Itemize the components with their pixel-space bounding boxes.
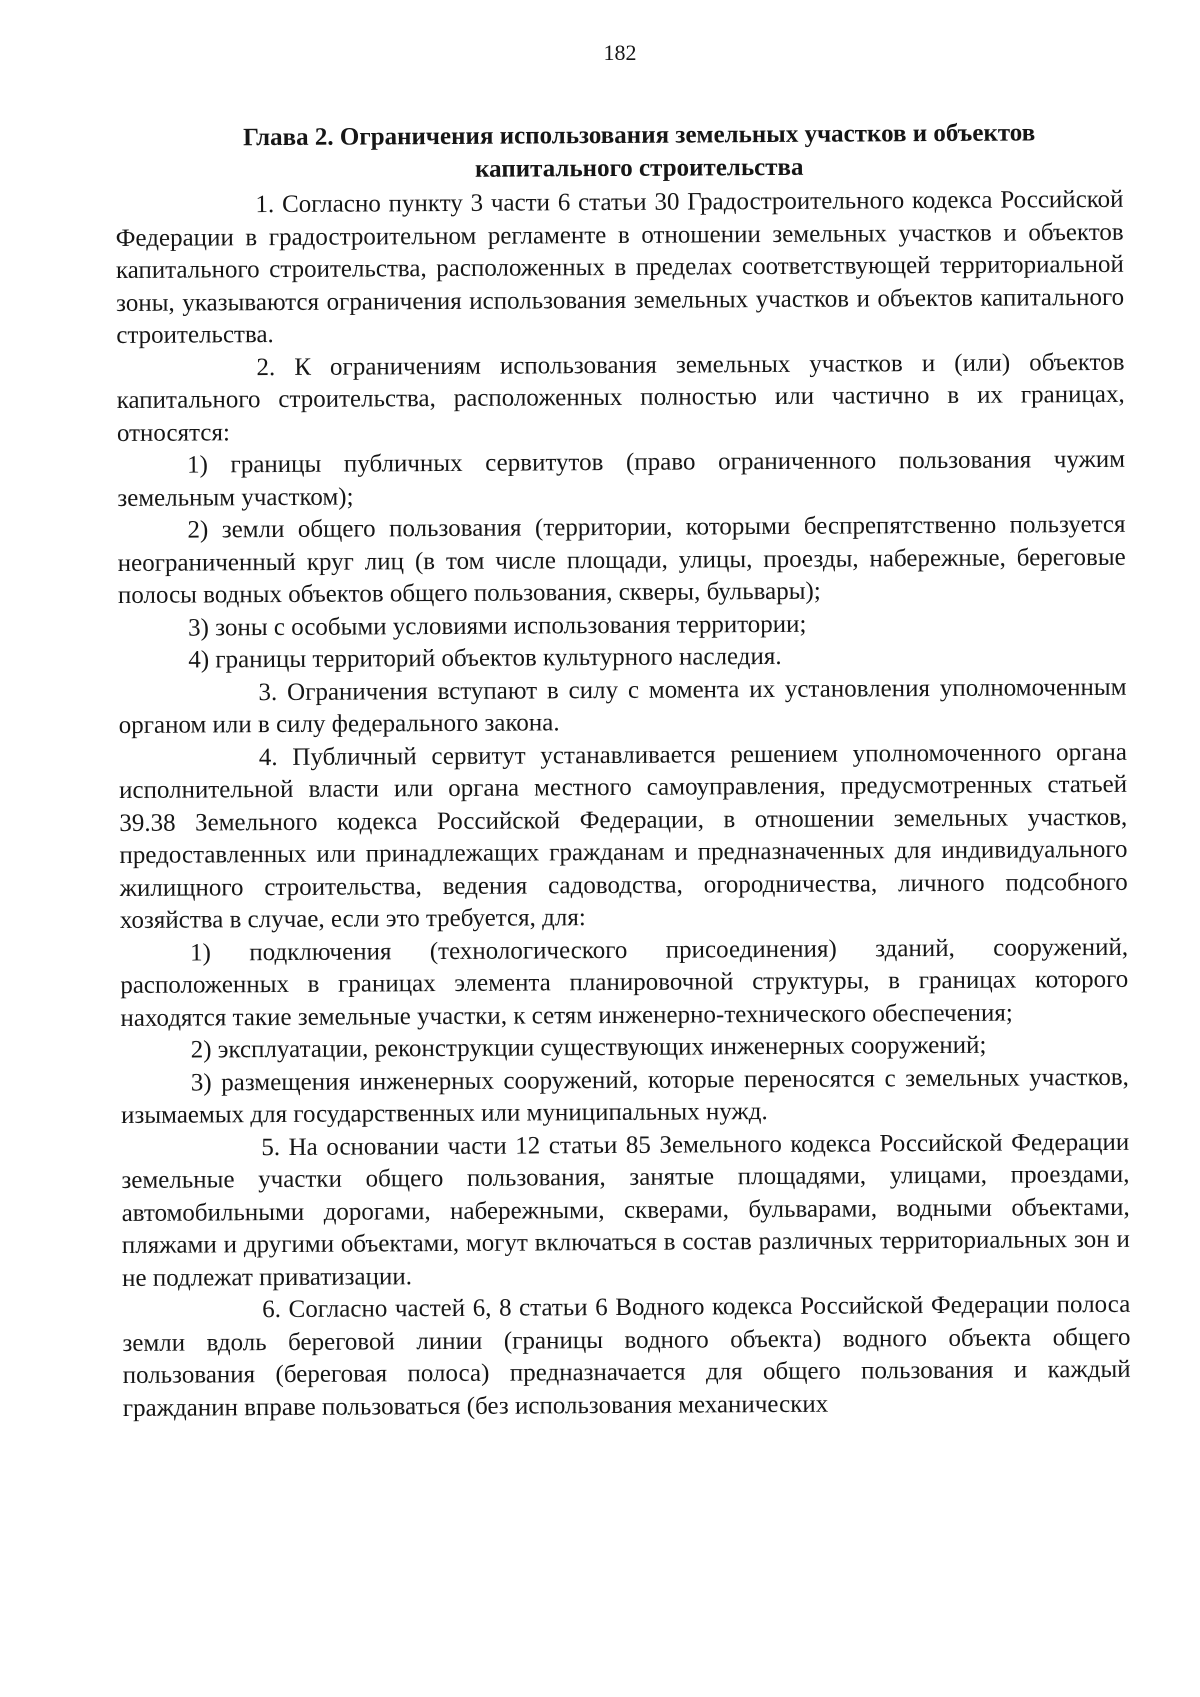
list-item-text: 1) подключения (технологического присоединения) зданий, сооружений, расположенных в границах элемента планировочной структуры, в границах которого находятся такие земельные участки, к сетям инженерно-технического обеспечения; bbox=[120, 933, 1129, 1032]
paragraph-3 bbox=[118, 671, 1126, 742]
paragraph-number: 6. bbox=[262, 1296, 282, 1324]
paragraph-text: На основании части 12 статьи 85 Земельного кодекса Российской Федерации земельные участки общего пользования, занятые площадями, улицами, проездами, автомобильными дорогами, набережными, скверами, бульварами, водными объектами, пляжами и другими объектами, могут включаться в состав различных территориальных зон и не подлежат приватизации. bbox=[121, 1128, 1130, 1292]
paragraph-text: Публичный сервитут устанавливается решением уполномоченного органа исполнительной власти или органа местного самоуправления, предусмотренных статьей 39.38 Земельного кодекса Российской Федерации, в отношении земельных участков, предоставленных или принадлежащих гражданам и предназначенных для индивидуального жилищного строительства, ведения садоводства, огородничества, личного подсобного хозяйства в случае, если это требуется, для: bbox=[119, 738, 1128, 934]
paragraph-6 bbox=[122, 1289, 1131, 1425]
chapter-heading-line-2: капитального строительства bbox=[474, 153, 804, 183]
paragraph-number: 3. bbox=[258, 678, 278, 706]
paragraph-2 bbox=[116, 346, 1125, 450]
list-item-4-2 bbox=[121, 1029, 1129, 1068]
paragraph-5 bbox=[121, 1126, 1130, 1295]
paragraph-number: 5. bbox=[261, 1133, 281, 1161]
chapter-heading bbox=[115, 116, 1123, 188]
list-item-text: 3) размещения инженерных сооружений, которые переносятся с земельных участков, изымаемых для государственных или муниципальных нужд. bbox=[120, 1063, 1129, 1129]
paragraph-text: Согласно частей 6, 8 статьи 6 Водного кодекса Российской Федерации полоса земли вдоль береговой линии (границы водного объекта) водного объекта общего пользования (береговая полоса) предназначается для общего пользования и каждый гражданин вправе пользоваться (без использования механических bbox=[122, 1290, 1131, 1422]
paragraph-number: 4. bbox=[258, 743, 278, 771]
paragraph-text: К ограничениям использования земельных участков и (или) объектов капитального строительства, расположенных полностью или частично в их границах, относятся: bbox=[116, 348, 1125, 447]
list-item-4-3 bbox=[121, 1061, 1129, 1132]
list-item-2-1 bbox=[117, 444, 1125, 515]
paragraph-text: Согласно пункту 3 части 6 статьи 30 Градостроительного кодекса Российской Федерации в градостроительном регламенте в отношении земельных участков и объектов капитального строительства, расположенных в пределах соответствующей территориальной зоны, указываются ограничения использования земельных участков и объектов капитального строительства. bbox=[115, 185, 1125, 349]
paragraph-number: 1. bbox=[255, 191, 275, 219]
list-item-text: 3) зоны с особыми условиями использования территории; bbox=[188, 610, 807, 642]
list-item-2-2 bbox=[117, 509, 1126, 613]
paragraph-text: Ограничения вступают в силу с момента их установления уполномоченным органом или в силу федерального закона. bbox=[118, 673, 1127, 739]
chapter-heading-line-1: Глава 2. Ограничения использования земельных участков и объектов bbox=[242, 119, 1036, 152]
paragraph-number: 2. bbox=[256, 353, 276, 381]
page-number: 182 bbox=[603, 40, 637, 65]
list-item-text: 2) эксплуатации, реконструкции существующих инженерных сооружений; bbox=[190, 1031, 987, 1064]
list-item-text: 2) земли общего пользования (территории, которыми беспрепятственно пользуется неограниченный круг лиц (в том числе площади, улицы, проезды, набережные, береговые полосы водных объектов общего пользования, скверы, бульвары); bbox=[117, 510, 1126, 609]
list-item-text: 4) границы территорий объектов культурного наследия. bbox=[188, 642, 782, 674]
paragraph-4 bbox=[119, 736, 1128, 937]
paragraph-1 bbox=[115, 184, 1124, 353]
list-item-4-1 bbox=[120, 931, 1129, 1035]
document-body bbox=[115, 116, 1131, 1425]
list-item-text: 1) границы публичных сервитутов (право ограниченного пользования чужим земельным участком); bbox=[117, 445, 1126, 512]
